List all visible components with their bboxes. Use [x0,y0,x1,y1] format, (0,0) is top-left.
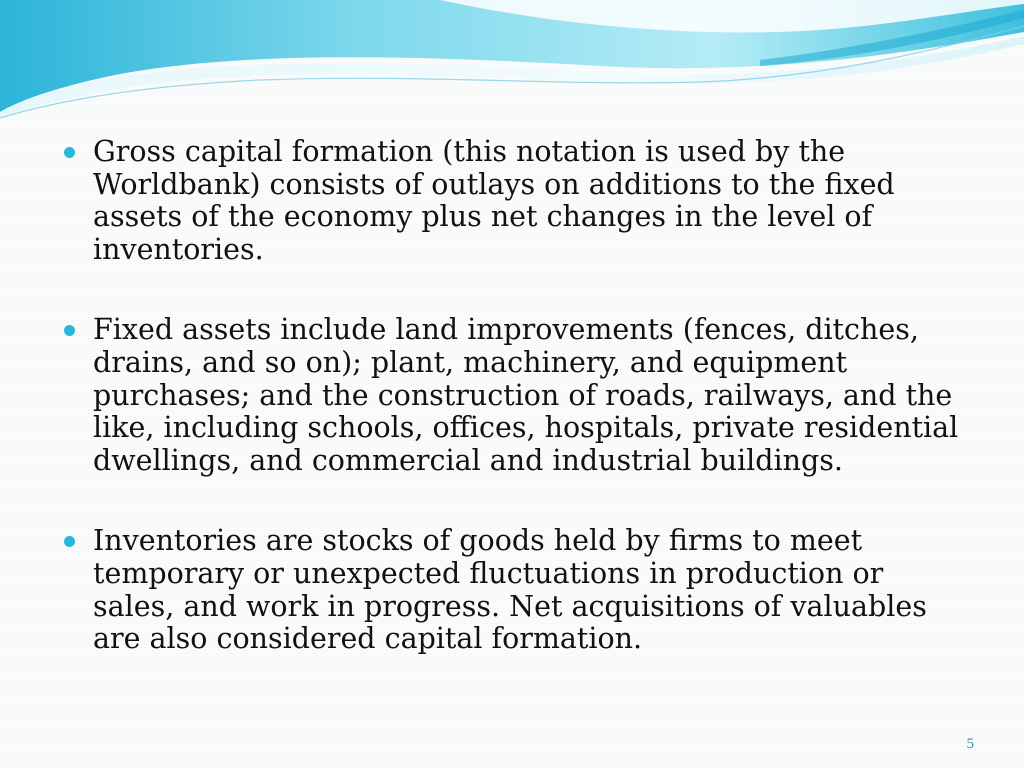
bullet-gross-capital-formation [64,136,964,266]
bullet-fixed-assets [64,314,964,477]
bullet-dot-icon [64,147,75,158]
slide-page-number: 5 [966,736,974,752]
bullet-text: Gross capital formation (this notation is used by the Worldbank) consists of outlays on additions to the fixed assets of the economy plus net changes in the level of inventories. [93,135,895,266]
bullet-dot-icon [64,325,75,336]
bullet-dot-icon [64,536,75,547]
bullet-text: Fixed assets include land improvements (fences, ditches, drains, and so on); plant, machinery, and equipment purchases; and the construction of roads, railways, and the like, including schools, offices, hospitals, private residential dwellings, and commercial and industrial buildings. [93,313,959,477]
bullet-list [64,136,964,656]
header-wave-decoration [0,0,1024,130]
bullet-text: Inventories are stocks of goods held by firms to meet temporary or unexpected fluctuations in production or sales, and work in progress. Net acquisitions of valuables are also considered capital formation. [93,524,927,656]
bullet-inventories [64,525,964,655]
